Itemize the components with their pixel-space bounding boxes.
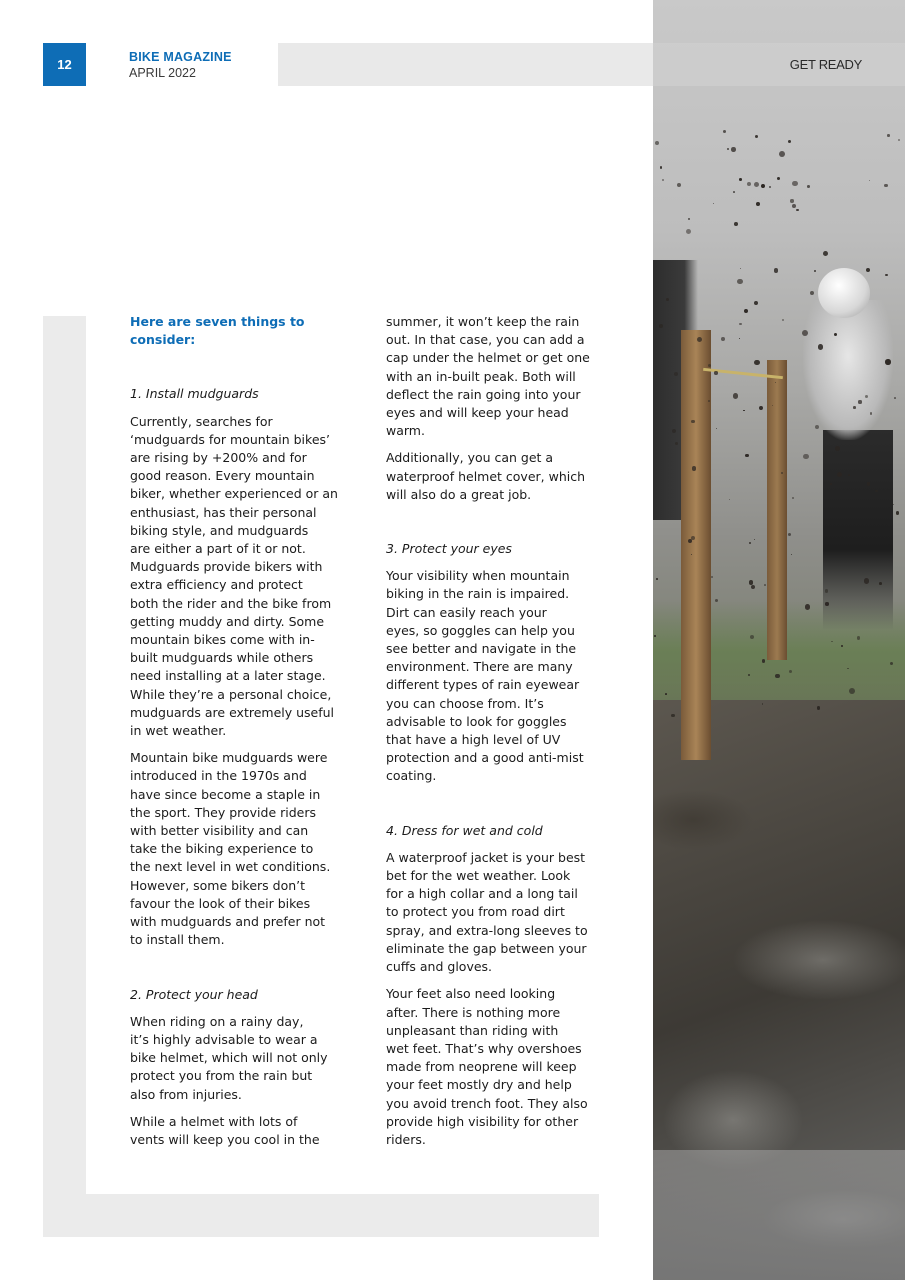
mud-speck	[869, 180, 870, 181]
mud-speck	[691, 420, 694, 423]
paragraph: Your visibility when mountain biking in the rain is impaired. Dirt can easily reach your eyes, so goggles can help you see better and navigate in the environment. There are many different types of rain eyewear you can choose from. It’s advisable to look for goggles that have a high level of UV protection and a good anti-mist coating.	[386, 568, 584, 784]
mud-speck	[791, 554, 792, 555]
mud-speck	[744, 309, 748, 313]
mud-speck	[775, 674, 779, 678]
mud-speck	[857, 636, 861, 640]
mud-speck	[739, 178, 742, 181]
mud-speck	[853, 406, 856, 409]
mud-speck	[867, 482, 870, 485]
mud-speck	[677, 183, 681, 187]
mud-speck	[884, 184, 888, 188]
mud-speck	[733, 191, 735, 193]
mud-speck	[731, 147, 736, 152]
mud-speck	[815, 425, 819, 429]
mud-speck	[754, 539, 755, 540]
mud-speck	[885, 274, 887, 276]
mud-speck	[779, 151, 785, 157]
mud-speck	[802, 330, 808, 336]
mud-speck	[739, 338, 740, 339]
mud-speck	[788, 533, 791, 536]
mud-speck	[716, 428, 717, 429]
mud-speck	[692, 466, 696, 470]
mud-speck	[756, 202, 760, 206]
section-label: GET READY	[789, 57, 862, 72]
mud-speck	[810, 291, 815, 296]
mud-speck	[792, 204, 796, 208]
photo-header-strip	[653, 43, 905, 86]
magazine-title: BIKE MAGAZINE	[129, 50, 232, 64]
subheading-dress: 4. Dress for wet and cold	[386, 822, 543, 838]
mud-speck	[866, 268, 870, 272]
subheading-head: 2. Protect your head	[130, 986, 258, 1002]
mud-speck	[792, 181, 797, 186]
mud-speck	[848, 474, 850, 476]
bottom-accent-band	[43, 1194, 599, 1237]
paragraph: Mountain bike mudguards were introduced in the 1970s and have since become a staple in the sport. They provide riders with better visibility and can take the biking experience to the next level in wet conditions. However, some bikers don’t favour the look of their bikes with mudguards and prefer not to install them.	[130, 750, 331, 948]
mud-speck	[830, 483, 832, 485]
mud-speck	[745, 454, 748, 457]
mud-speck	[754, 182, 759, 187]
mud-speck	[885, 359, 890, 364]
mud-speck	[723, 130, 726, 133]
mud-speck	[761, 184, 765, 188]
article-column-2	[386, 313, 598, 1158]
mud-speck	[721, 337, 725, 341]
mud-speck	[807, 185, 810, 188]
mud-speck	[898, 139, 900, 141]
photo-rider-body	[803, 300, 893, 440]
mud-speck	[697, 337, 702, 342]
issue-date: APRIL 2022	[129, 66, 196, 80]
mud-speck	[825, 602, 828, 605]
mud-speck	[655, 141, 659, 145]
mud-speck	[671, 714, 674, 717]
mud-speck	[708, 364, 711, 367]
mud-speck	[740, 268, 741, 269]
photo-rider-helmet	[818, 268, 870, 318]
mud-speck	[662, 179, 664, 181]
mud-speck	[890, 662, 893, 665]
mud-speck	[747, 182, 751, 186]
mud-speck	[870, 412, 872, 414]
mud-speck	[688, 218, 689, 219]
mud-speck	[803, 454, 808, 459]
mud-speck	[792, 497, 794, 499]
mud-speck	[805, 604, 811, 610]
mud-speck	[796, 209, 798, 211]
mud-speck	[769, 186, 771, 188]
muddy-cyclist-photo	[653, 0, 905, 1280]
mud-speck	[743, 410, 744, 411]
mud-speck	[896, 511, 900, 515]
mud-speck	[759, 406, 763, 410]
mud-speck	[660, 166, 663, 169]
mud-speck	[814, 270, 816, 272]
mud-speck	[788, 140, 791, 143]
paragraph: A waterproof jacket is your best bet for the wet weather. Look for a high collar and a long tail to protect you from road dirt spray, and extra-long sleeves to eliminate the gap between your cuffs and gloves.	[386, 849, 588, 975]
mud-speck	[750, 635, 754, 639]
article-column-1	[130, 313, 345, 1158]
mud-speck	[749, 542, 751, 544]
mud-speck	[688, 539, 692, 543]
mud-speck	[754, 301, 758, 305]
mud-speck	[825, 589, 828, 592]
mud-speck	[865, 395, 868, 398]
mud-speck	[777, 177, 780, 180]
subheading-mudguards: 1. Install mudguards	[130, 386, 259, 402]
mud-speck	[715, 599, 718, 602]
mud-speck	[708, 400, 710, 402]
mud-speck	[823, 251, 828, 256]
mud-speck	[739, 323, 741, 325]
mud-speck	[729, 499, 730, 500]
paragraph: Your feet also need looking after. There is nothing more unpleasant than riding with wet feet. That’s why overshoes made from neoprene will keep your feet mostly dry and help you avoid trench foot. They also provide high visibility for other riders.	[386, 986, 588, 1147]
mud-speck	[894, 397, 896, 399]
subheading-eyes: 3. Protect your eyes	[386, 541, 512, 557]
mud-speck	[764, 584, 766, 586]
mud-speck	[727, 148, 729, 150]
mud-speck	[893, 504, 894, 505]
mud-speck	[849, 688, 855, 694]
mud-speck	[781, 472, 783, 474]
mud-speck	[711, 576, 713, 578]
photo-puddle	[653, 1150, 905, 1280]
mud-speck	[737, 279, 742, 284]
mud-speck	[754, 360, 759, 365]
mud-speck	[713, 203, 714, 204]
mud-speck	[818, 344, 823, 349]
paragraph: While a helmet with lots of vents will keep you cool in the	[130, 1113, 320, 1147]
paragraph: When riding on a rainy day, it’s highly advisable to wear a bike helmet, which will not only protect you from the rain but also from injuries.	[130, 1013, 328, 1102]
photo-rider-legs	[823, 430, 893, 630]
mud-speck	[755, 135, 758, 138]
mud-speck	[875, 490, 878, 493]
mud-speck	[733, 393, 739, 399]
mud-speck	[858, 400, 861, 403]
photo-post	[767, 360, 787, 660]
photo-post	[681, 330, 711, 760]
mud-speck	[714, 371, 717, 374]
mud-speck	[774, 268, 779, 273]
mud-speck	[734, 222, 738, 226]
mud-speck	[790, 199, 793, 202]
paragraph: Currently, searches for ‘mudguards for mountain bikes’ are rising by +200% and for good reason. Every mountain biker, whether experienced or an enthusiast, has their personal biking style, and mudguards are either a part of it or not. Mudguards provide bikers with extra efficiency and protect both the rider and the bike from getting muddy and dirty. Some mountain bikes come with in- built mudguards while others need installing at a later stage. While they’re a personal choice, mudguards are extremely useful in wet weather.	[130, 413, 338, 739]
mud-speck	[751, 585, 755, 589]
mud-speck	[654, 635, 656, 637]
mud-speck	[656, 578, 658, 580]
paragraph: Additionally, you can get a waterproof helmet cover, which will also do a great job.	[386, 450, 586, 502]
mud-speck	[686, 229, 691, 234]
page-number: 12	[43, 43, 86, 86]
mud-speck	[675, 442, 678, 445]
left-accent-band	[43, 316, 86, 1237]
mud-speck	[782, 319, 784, 321]
mud-speck	[749, 580, 753, 584]
paragraph: summer, it won’t keep the rain out. In that case, you can add a cap under the helmet or get one with an in-built peak. Both will deflect the rain going into your eyes and will keep your head warm.	[386, 314, 590, 439]
mud-speck	[659, 324, 663, 328]
article-intro: Here are seven things to consider:	[130, 314, 305, 348]
mud-speck	[887, 134, 889, 136]
